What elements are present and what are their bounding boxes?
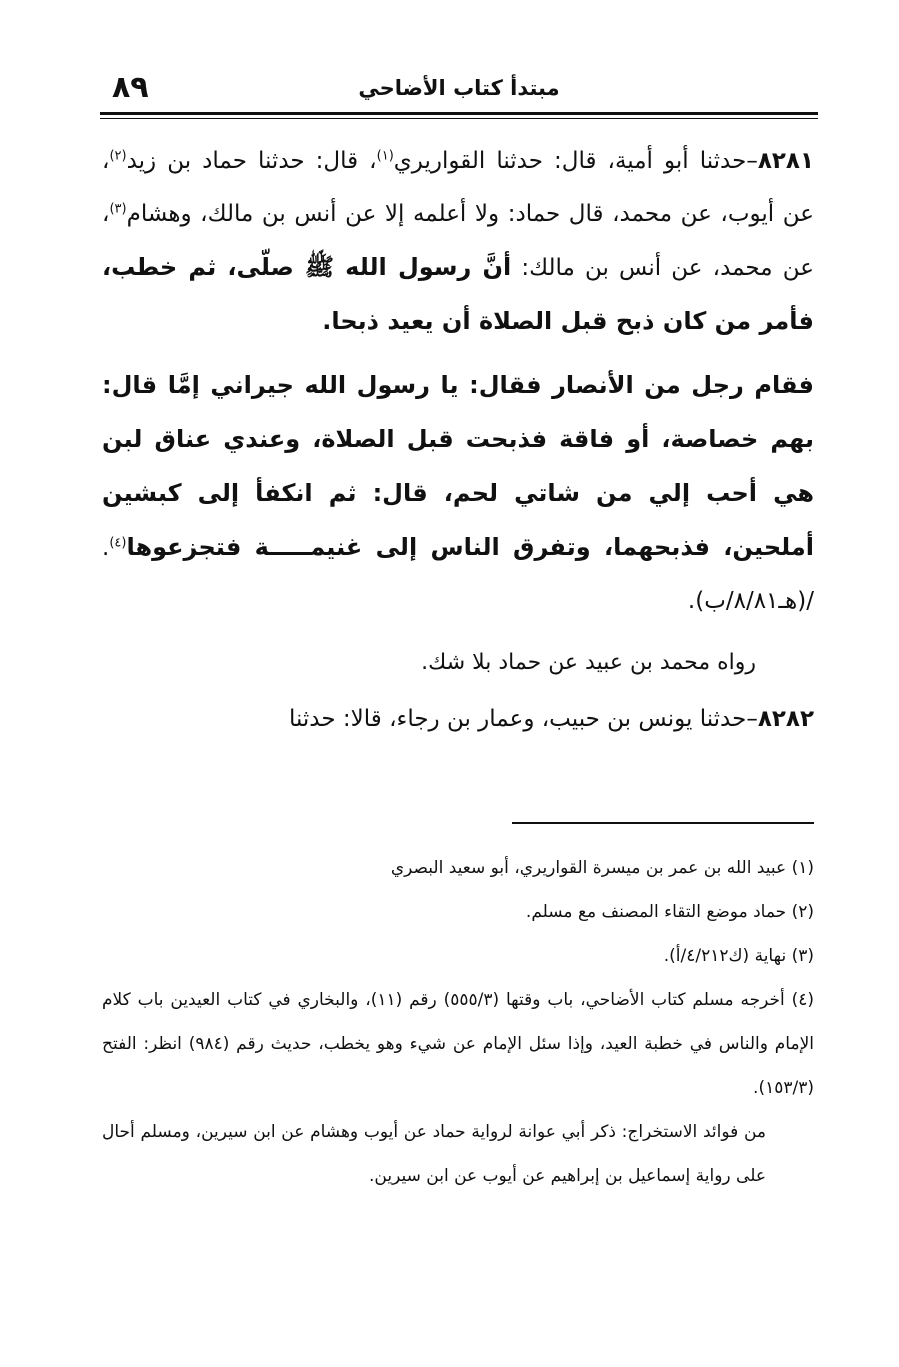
- footnote-4: (٤) أخرجه مسلم كتاب الأضاحي، باب وقتها (٥٥٥/٣) رقم (١١)، والبخاري في كتاب العيدين باب كلام الإمام والناس في خطبة العيد، وإذا سئل الإمام عن شيء وهو يخطب، حديث رقم (٩٨٤) انظر: الفتح (١٥٣/٣).: [102, 990, 814, 1098]
- footnote-1: (١) عبيد الله بن عمر بن ميسرة القواريري، أبو سعيد البصري: [390, 858, 814, 878]
- hadith-note: رواه محمد بن عبيد عن حماد بلا شك.: [421, 650, 756, 675]
- hadith-matn: فقام رجل من الأنصار فقال: يا رسول الله جيراني إمَّا قال: بهم خصاصة، أو فاقة فذبحت قبل الصلاة، وعندي عناق لبن هي أحب إلي من شاتي لحم، قال: ثم انكفأ إلى كبشين أملحين، فذبحهما، وتفرق الناس إلى غنيمـــــة فتجزعوها: [102, 371, 814, 561]
- footnote-separator: [512, 822, 814, 824]
- footnotes: [102, 846, 814, 1198]
- running-title: مبتدأ كتاب الأضاحي: [358, 76, 560, 100]
- isnad-part: –حدثنا أبو أمية، قال: حدثنا القواريري: [393, 148, 758, 174]
- manuscript-page-ref: . /(هـ٨/٨١/ب).: [102, 535, 814, 614]
- footnote-marker[interactable]: (٤): [109, 535, 127, 551]
- page-number: ٨٩: [112, 70, 149, 105]
- hadith-8282: [102, 693, 814, 746]
- footnote-3: (٣) نهاية (ك٤/٢١٢/أ).: [663, 946, 814, 966]
- footnote-marker[interactable]: (٢): [109, 148, 127, 164]
- footnote-2: (٢) حماد موضع التقاء المصنف مع مسلم.: [525, 902, 814, 922]
- footnote-benefit: من فوائد الاستخراج: ذكر أبي عوانة لرواية حماد عن أيوب وهشام عن ابن سيرين، ومسلم أحال على رواية إسماعيل بن إبراهيم عن أيوب عن ابن سيرين.: [102, 1122, 766, 1186]
- isnad-part: ، عن محمد، عن أنس بن مالك:: [102, 201, 814, 281]
- isnad-part: ، عن أيوب، عن محمد، قال حماد: ولا أعلمه إلا عن أنس بن مالك، وهشام: [102, 148, 814, 227]
- isnad-part: –حدثنا يونس بن حبيب، وعمار بن رجاء، قالا: حدثنا: [288, 706, 758, 732]
- hadith-number: ٨٢٨٢: [757, 706, 814, 732]
- footnote-marker[interactable]: (١): [376, 148, 394, 164]
- hadith-8281-matn-continued: [102, 359, 814, 628]
- isnad-part: ، قال: حدثنا حماد بن زيد: [126, 148, 377, 174]
- header-rule-thick: [100, 112, 818, 115]
- hadith-matn: أنَّ رسول الله ﷺ صلّى، ثم خطب، فأمر من كان ذبح قبل الصلاة أن يعيد ذبحا.: [102, 253, 814, 335]
- footnote-marker[interactable]: (٣): [109, 201, 127, 217]
- main-text: [102, 135, 814, 746]
- hadith-8281-isnad: [102, 135, 814, 349]
- hadith-number: ٨٢٨١: [757, 148, 814, 174]
- header-rule-thin: [100, 118, 818, 119]
- page-header: [100, 66, 818, 116]
